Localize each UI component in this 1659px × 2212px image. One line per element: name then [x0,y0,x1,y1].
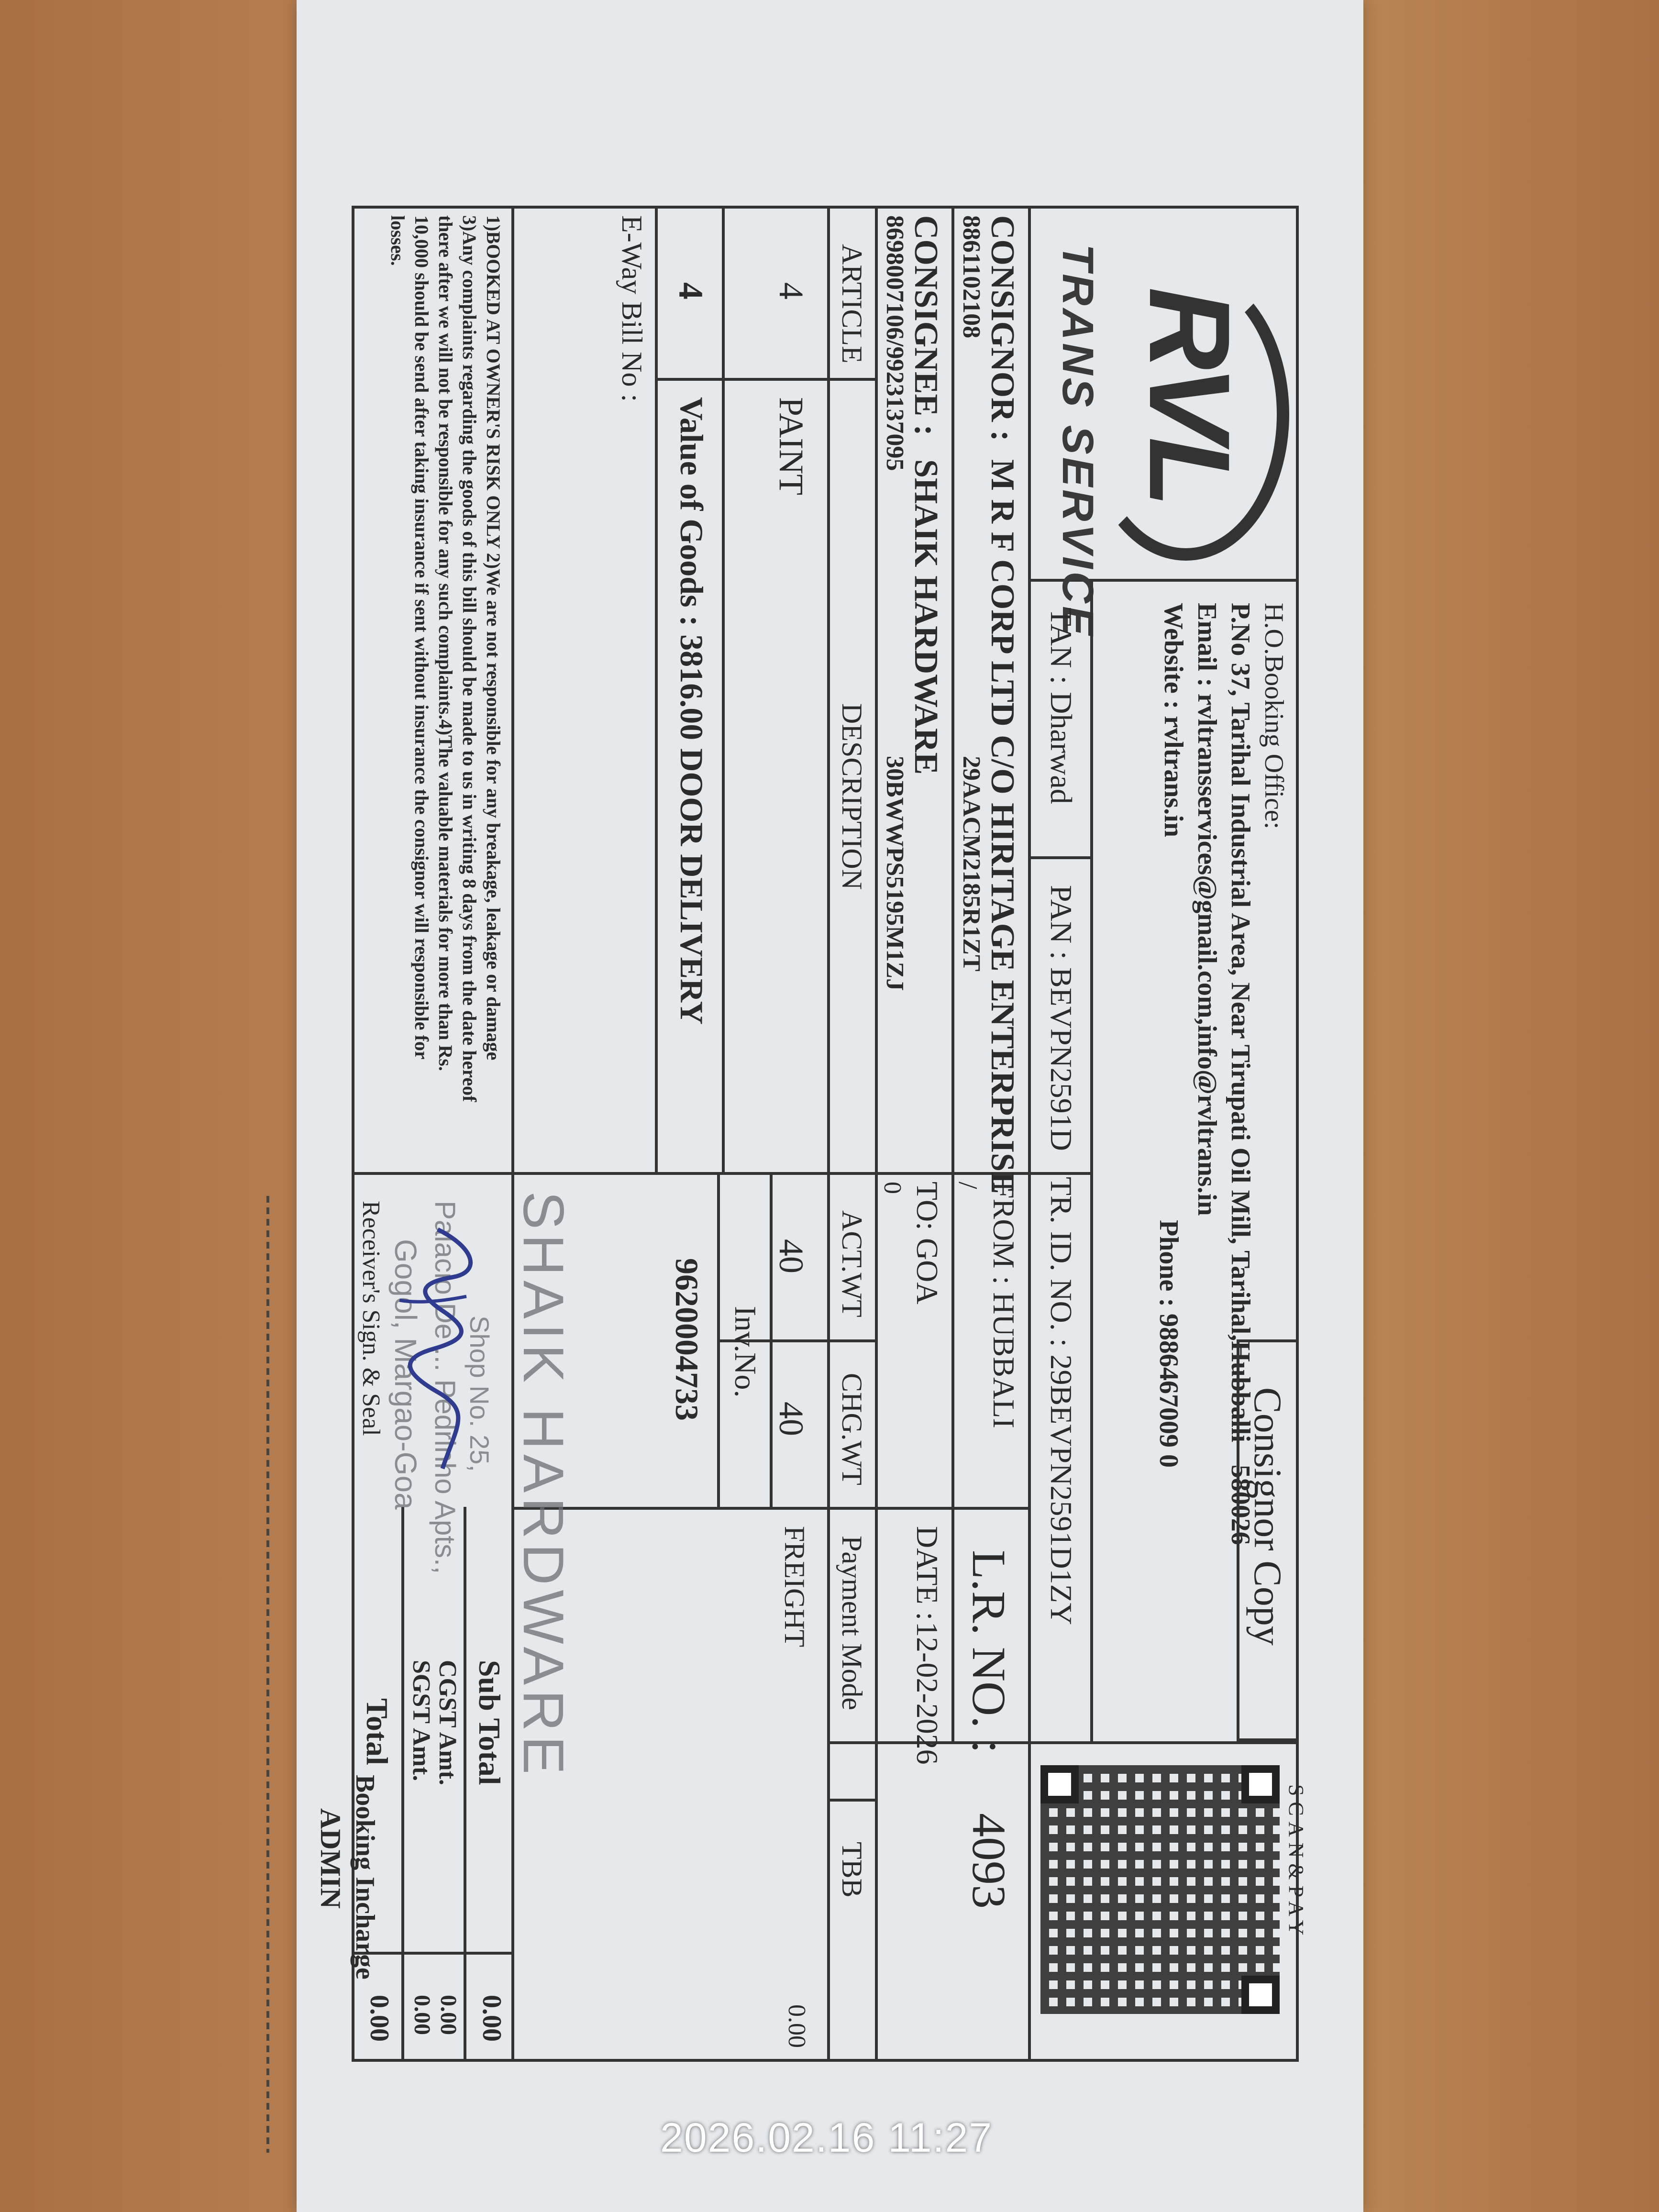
stamp-address: Palacio De ... Pedrinho Apts., [429,1201,461,1574]
row-freight-value: 0.00 [783,2004,810,2048]
receiver-signature [390,1220,495,1488]
consignor-label: CONSIGNOR : [984,215,1021,442]
tr-id: TR. ID. NO. : 29BEVPN2591D1ZY [1044,1177,1078,1625]
tan: TAN : Dharwad [1044,608,1078,804]
row-article-count: 4 [772,282,810,299]
terms-line-2: 3)Any complaints regarding the goods of this bill should be made to us in writing 8 days from the date hereof [459,215,480,1102]
inv-label: Inv.No. [729,1306,763,1398]
route-to: TO: GOA [910,1182,944,1305]
goods-row-bottom [655,206,658,1172]
terms-divider [352,1172,514,1175]
terms-line-4: 10,000 should be send after taking insurance if sent without insurance the consignor will responsible for [411,215,432,1060]
row-freight-label: FREIGHT [779,1526,810,1648]
terms-line-1: 1)BOOKED AT OWNER'S RISK ONLY 2)We are not responsible for any breakage, leakage or damage [483,215,504,1061]
payment-mode-value: TBB [836,1842,868,1898]
lr-number-label: L.R. NO. : [962,1550,1016,1753]
value-of-goods: Value of Goods : 3816.00 DOOR DELIVERY [674,397,710,1025]
sgst-label: SGST Amt. [408,1660,435,1781]
article-col-divider [725,378,878,381]
tbb-col-divider [830,1799,878,1802]
table-header-top-right [875,1507,878,2062]
consignor-name: M R F CORP LTD C/O HIRITAGE ENTERPRISE [984,459,1021,1194]
company-phone: Phone : 9886467009 0 [1154,1220,1183,1468]
row-description: PAINT [772,397,810,496]
route-slash: / [953,1182,983,1189]
article-header: ARTICLE [836,244,868,364]
eway-bill-label: E-Way Bill No : [616,215,648,402]
row-act-wt: 40 [772,1239,810,1273]
perforation-line [258,1196,277,2153]
terms-line-5: losses. [387,215,409,266]
totals-cgst-top [464,1507,466,2062]
copy-label: Consignor Copy [1246,1387,1290,1646]
receipt-paper [297,0,1363,2212]
terms-line-3: there after we will not be responsible for any such complaints.4)The valuable materials for more than Rs. [435,215,456,1071]
row-chg-wt: 40 [772,1402,810,1436]
company-address: P.No 37, Tarihal Industrial Area, Near Tirupati Oil Mill, Tarihal,Hubballi - 580026 [1226,603,1255,1545]
goods-count-divider [658,378,725,381]
company-website: Website : rvltrans.in [1159,603,1188,837]
inv-row-top [770,1172,773,1507]
lr-number-value: 4093 [962,1813,1016,1909]
description-header: DESCRIPTION [836,703,868,890]
totals-total-top [401,1507,404,2062]
date-label: DATE : [910,1526,944,1621]
consignor-gst: 29AACM2185R1ZT [958,756,985,972]
consignor-phone: 8861102108 [958,215,985,339]
qr-divider [830,1741,1299,1744]
stamp-city: Gogol, Margao-Goa [388,1239,423,1510]
act-wt-header: ACT.WT [836,1210,868,1317]
sub-total-value: 0.00 [477,1995,507,2042]
consignee-label: CONSIGNEE : [907,215,944,436]
qr-scan-pay-label: SCAN&PAY [1284,1784,1308,1941]
sub-total-label: Sub Total [473,1660,507,1785]
date-value: 12-02-2026 [910,1622,944,1765]
total-label: Total [360,1698,394,1765]
qr-finder-top-left [1241,1765,1280,1803]
consignor-row-bottom [951,206,954,1741]
total-articles: 4 [672,282,710,299]
sgst-value: 0.00 [409,1995,435,2035]
ho-label: H.O.Booking Office: [1259,603,1289,830]
wt-col-divider [514,1172,878,1175]
inv-label-bottom [717,1172,720,1507]
header-divider [1028,206,1031,2062]
tan-row-top [1090,579,1093,1741]
tan-divider [1031,856,1093,859]
booking-incharge-label: Booking Incharge [350,1775,380,1980]
consignee-gst: 30BWWPS5195M1ZJ [881,756,908,991]
booking-admin: ADMIN [315,1808,346,1909]
qr-finder-top-right [1241,1976,1280,2014]
stamp-shop-no: Shop No. 25, [465,1316,495,1472]
consignee-phone: 8698007106/9923137095 [881,215,908,471]
route-zero: 0 [879,1182,906,1194]
stamp-shop-name: SHAIK HARDWARE [511,1191,575,1780]
cgst-label: CGST Amt. [434,1660,461,1785]
pan-divider [1031,1172,1093,1175]
logo-text: RVL [1126,287,1254,502]
total-value: 0.00 [365,1995,394,2042]
route-from: FROM : HUBBALI [987,1182,1021,1428]
consignee-name: SHAIK HARDWARE [907,459,944,775]
qr-finder-bottom-left [1040,1765,1079,1803]
consignee-row-bottom [875,206,878,1507]
company-email: Email : rvltransservices@gmail.com,info@rvltrans.in [1192,603,1222,1216]
photo-timestamp: 2026.02.16 11:27 [660,2115,993,2161]
company-name: TRANS SERVICE [1053,244,1102,639]
chg-wt-header: CHG.WT [836,1373,868,1485]
inv-value: 9620004733 [669,1258,705,1421]
goods-row-top [722,206,725,1172]
payment-mode-header: Payment Mode [836,1536,868,1710]
table-header-bottom [827,206,830,2062]
receiver-sign-label: Receiver's Sign. & Seal [357,1201,385,1436]
lorry-receipt [315,62,1327,2090]
cgst-value: 0.00 [436,1995,461,2035]
pan: PAN : BEVPN2591D [1044,885,1078,1151]
